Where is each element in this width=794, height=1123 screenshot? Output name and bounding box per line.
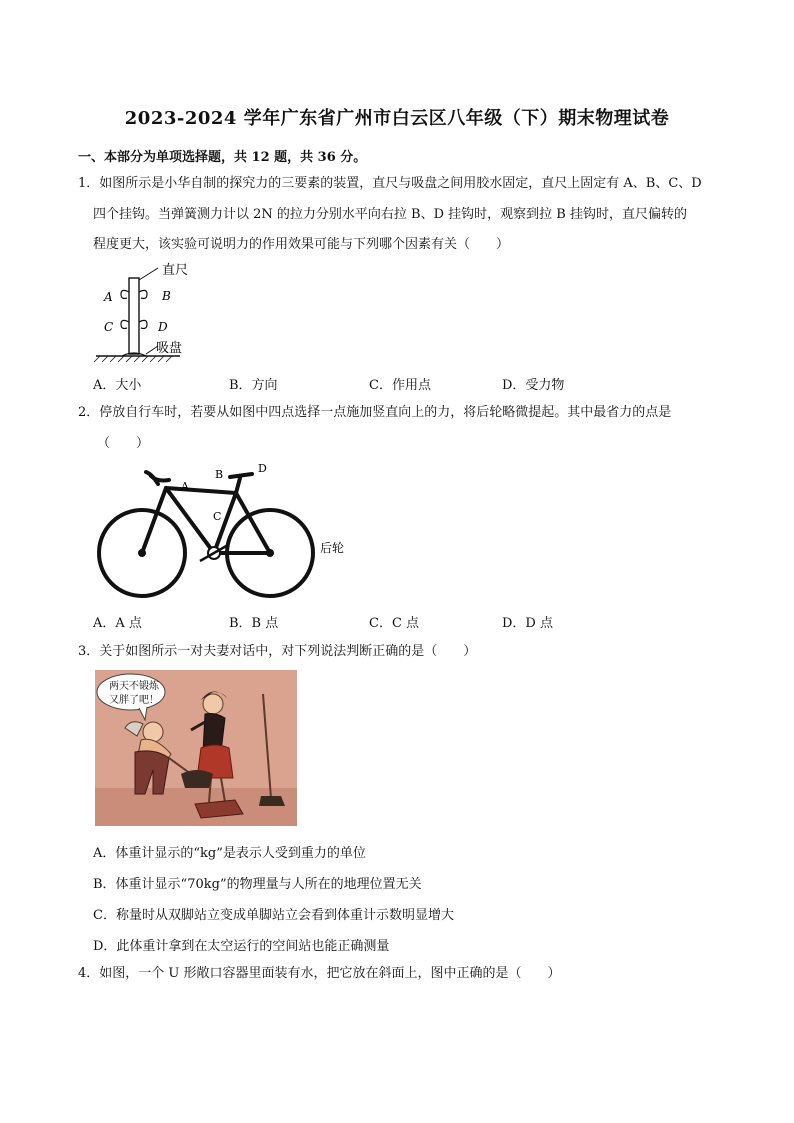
q3-text-line1: 3．关于如图所示一对夫妻对话中，对下列说法判断正确的是（ ） xyxy=(78,644,477,659)
point-c-label: C xyxy=(213,510,222,523)
q1-option-a[interactable]: A．大小 xyxy=(93,378,142,393)
bag-shape xyxy=(181,770,213,788)
hook-a-shape xyxy=(121,290,129,298)
q1-text-line1: 1．如图所示是小华自制的探究力的三要素的装置，直尺与吸盘之间用胶水固定，直尺上固定有 A、B、C、D xyxy=(78,176,702,191)
q1-option-b[interactable]: B．方向 xyxy=(229,378,278,393)
q3-option-c[interactable]: C．称量时从双脚站立变成单脚站立会看到体重计示数明显增大 xyxy=(93,908,454,923)
q3-option-b[interactable]: B．体重计显示“70kg”的物理量与人所在的地理位置无关 xyxy=(93,877,422,892)
point-a-label: A xyxy=(181,480,189,493)
hook-b-label: B xyxy=(162,289,171,303)
bubble-text-line1: 两天不锻炼 xyxy=(109,681,159,692)
q1-text-line2: 四个挂钩。当弹簧测力计以 2N 的拉力分别水平向右拉 B、D 挂钩时，观察到拉 B 挂钩时，直尺偏转的 xyxy=(93,207,687,222)
q3-option-d[interactable]: D．此体重计拿到在太空运行的空间站也能正确测量 xyxy=(93,939,390,954)
q1-option-d[interactable]: D．受力物 xyxy=(502,378,565,393)
couple-cartoon-figure xyxy=(95,670,297,826)
q1-option-c[interactable]: C．作用点 xyxy=(369,378,431,393)
q2-option-c[interactable]: C．C 点 xyxy=(369,616,420,631)
q3-option-a[interactable]: A．体重计显示的“kg”是表示人受到重力的单位 xyxy=(93,846,366,861)
hook-c-shape xyxy=(121,320,129,328)
q2-option-d[interactable]: D．D 点 xyxy=(502,616,553,631)
q2-text-line1: 2．停放自行车时，若要从如图中四点选择一点施加竖直向上的力，将后轮略微提起。其中最省力的点是 xyxy=(78,405,672,420)
q4-text-line1: 4．如图，一个 U 形敞口容器里面装有水，把它放在斜面上，图中正确的是（ ） xyxy=(78,966,561,981)
broom-head xyxy=(259,796,285,806)
ruler-shape xyxy=(129,278,139,354)
ground-hatching xyxy=(94,356,172,362)
ruler-label: 直尺 xyxy=(162,263,189,278)
q1-text-line3: 程度更大，该实验可说明力的作用效果可能与下列哪个因素有关（ ） xyxy=(93,237,510,252)
hook-b-shape xyxy=(139,290,147,298)
suction-label: 吸盘 xyxy=(156,341,183,356)
hook-d-shape xyxy=(139,320,147,328)
q2-option-a[interactable]: A．A 点 xyxy=(93,616,142,631)
q2-option-b[interactable]: B．B 点 xyxy=(229,616,279,631)
point-d-label: D xyxy=(258,462,267,475)
hook-c-label: C xyxy=(104,320,114,334)
bicycle-figure xyxy=(96,460,356,602)
ruler-label-leader xyxy=(139,268,158,280)
page-title: 2023-2024 学年广东省广州市白云区八年级（下）期末物理试卷 xyxy=(124,108,670,129)
rear-wheel-label: 后轮 xyxy=(320,541,345,555)
point-b-label: B xyxy=(215,468,224,481)
section-heading: 一、本部分为单项选择题，共 12 题，共 36 分。 xyxy=(78,150,367,165)
q2-text-line2: （ ） xyxy=(97,436,150,451)
bubble-text-line2: 又胖了吧！ xyxy=(109,695,159,706)
q1-ruler-figure xyxy=(92,258,202,366)
hook-d-label: D xyxy=(158,320,168,334)
hook-a-label: A xyxy=(104,290,113,304)
